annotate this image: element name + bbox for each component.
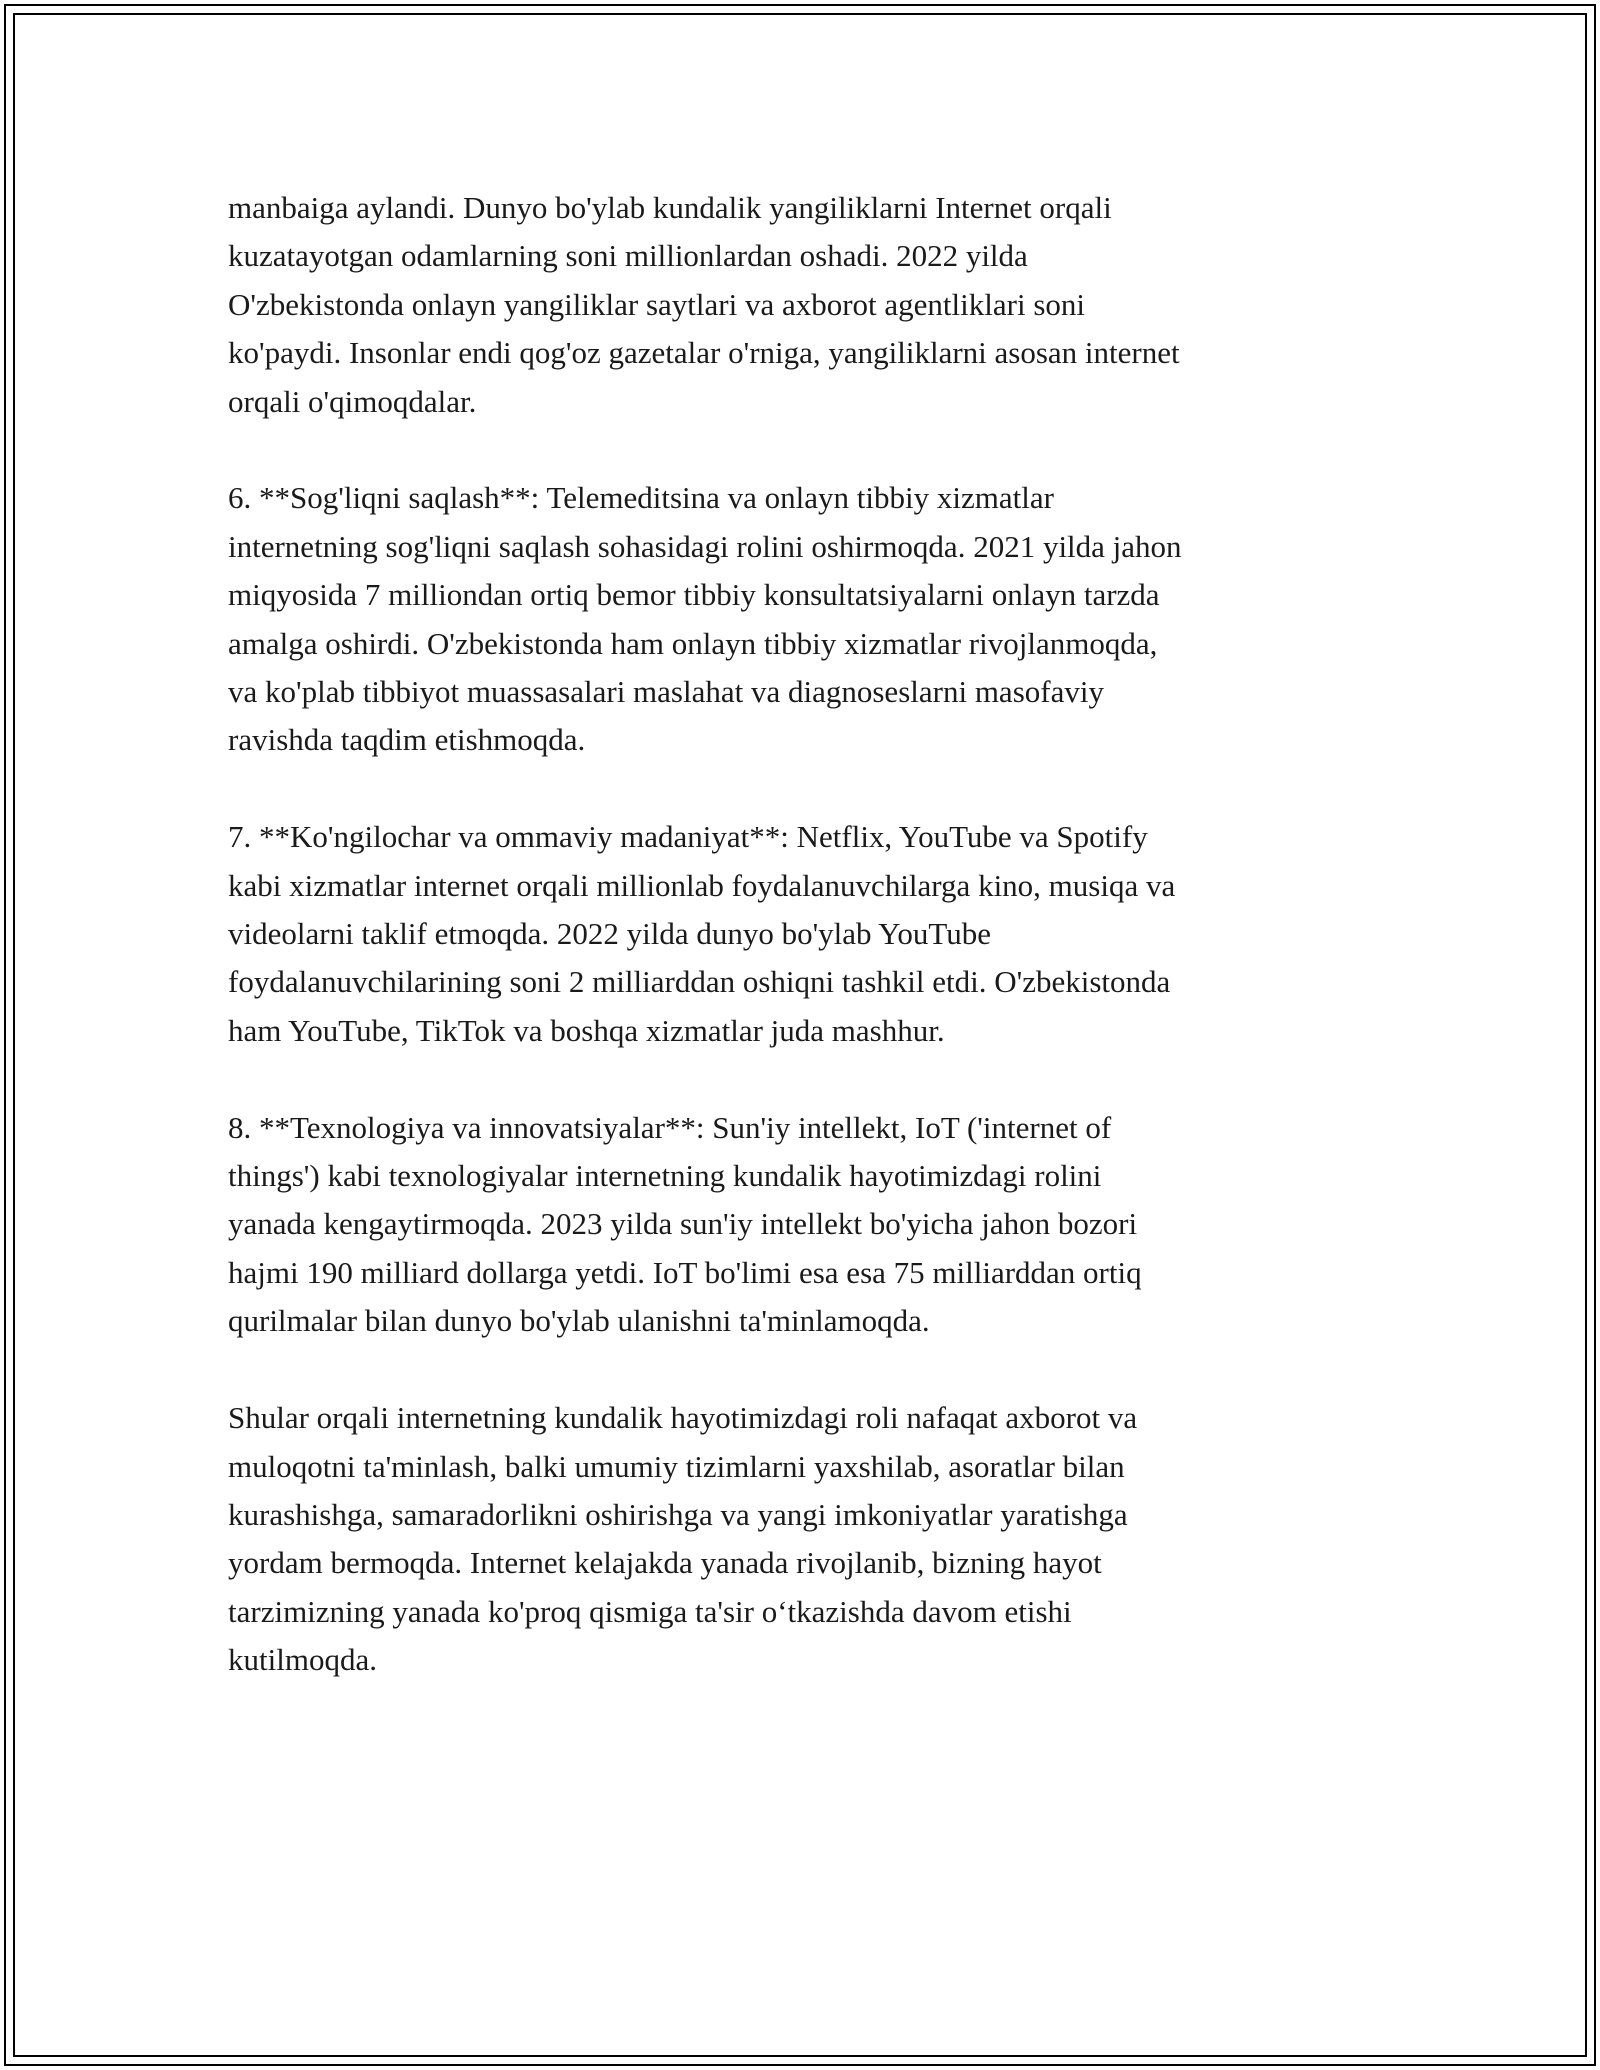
- text-line: va ko'plab tibbiyot muassasalari maslahat va diagnoseslarni masofaviy: [228, 674, 1104, 710]
- text-line: ham YouTube, TikTok va boshqa xizmatlar juda mashhur.: [228, 1012, 945, 1048]
- paragraph-conclusion: [228, 1394, 1368, 1684]
- text-line: things') kabi texnologiyalar internetning kundalik hayotimizdagi rolini: [228, 1158, 1102, 1194]
- text-line: videolarni taklif etmoqda. 2022 yilda dunyo bo'ylab YouTube: [228, 916, 992, 952]
- text-line: yordam bermoqda. Internet kelajakda yanada rivojlanib, bizning hayot: [228, 1545, 1102, 1581]
- text-line: orqali o'qimoqdalar.: [228, 383, 477, 419]
- text-line: ravishda taqdim etishmoqda.: [228, 722, 586, 758]
- paragraph-news: [228, 184, 1368, 426]
- paragraph-health: [228, 474, 1368, 764]
- text-line: manbaiga aylandi. Dunyo bo'ylab kundalik yangiliklarni Internet orqali: [228, 190, 1112, 225]
- text-line: foydalanuvchilarining soni 2 milliarddan oshiqni tashkil etdi. O'zbekistonda: [228, 964, 1171, 1000]
- text-line: kabi xizmatlar internet orqali millionlab foydalanuvchilarga kino, musiqa va: [228, 867, 1176, 903]
- text-line: muloqotni ta'minlash, balki umumiy tizimlarni yaxshilab, asoratlar bilan: [228, 1448, 1125, 1484]
- text-line: kurashishga, samaradorlikni oshirishga va yangi imkoniyatlar yaratishga: [228, 1496, 1128, 1532]
- document-body: [228, 184, 1368, 1733]
- text-line: kutilmoqda.: [228, 1642, 377, 1678]
- text-line: 6. **Sog'liqni saqlash**: Telemeditsina va onlayn tibbiy xizmatlar: [228, 480, 1054, 516]
- text-line: ko'paydi. Insonlar endi qog'oz gazetalar o'rniga, yangiliklarni asosan internet: [228, 335, 1180, 371]
- text-line: tarzimizning yanada ko'proq qismiga ta'sir o‘tkazishda davom etishi: [228, 1593, 1072, 1629]
- text-line: Shular orqali internetning kundalik hayotimizdagi roli nafaqat axborot va: [228, 1400, 1138, 1436]
- text-line: internetning sog'liqni saqlash sohasidagi rolini oshirmoqda. 2021 yilda jahon: [228, 528, 1182, 564]
- text-line: O'zbekistonda onlayn yangiliklar saytlari va axborot agentliklari soni: [228, 286, 1085, 322]
- text-line: 8. **Texnologiya va innovatsiyalar**: Sun'iy intellekt, IoT ('internet of: [228, 1109, 1112, 1145]
- text-line: miqyosida 7 milliondan ortiq bemor tibbiy konsultatsiyalarni onlayn tarzda: [228, 577, 1160, 613]
- text-line: amalga oshirdi. O'zbekistonda ham onlayn tibbiy xizmatlar rivojlanmoqda,: [228, 625, 1158, 661]
- text-line: 7. **Ko'ngilochar va ommaviy madaniyat**: Netflix, YouTube va Spotify: [228, 819, 1148, 855]
- text-line: kuzatayotgan odamlarning soni millionlardan oshadi. 2022 yilda: [228, 238, 1028, 274]
- paragraph-entertainment: [228, 813, 1368, 1055]
- text-line: qurilmalar bilan dunyo bo'ylab ulanishni ta'minlamoqda.: [228, 1303, 930, 1339]
- paragraph-technology: [228, 1104, 1368, 1346]
- text-line: hajmi 190 milliard dollarga yetdi. IoT bo'limi esa esa 75 milliarddan ortiq: [228, 1254, 1142, 1290]
- text-line: yanada kengaytirmoqda. 2023 yilda sun'iy intellekt bo'yicha jahon bozori: [228, 1206, 1138, 1242]
